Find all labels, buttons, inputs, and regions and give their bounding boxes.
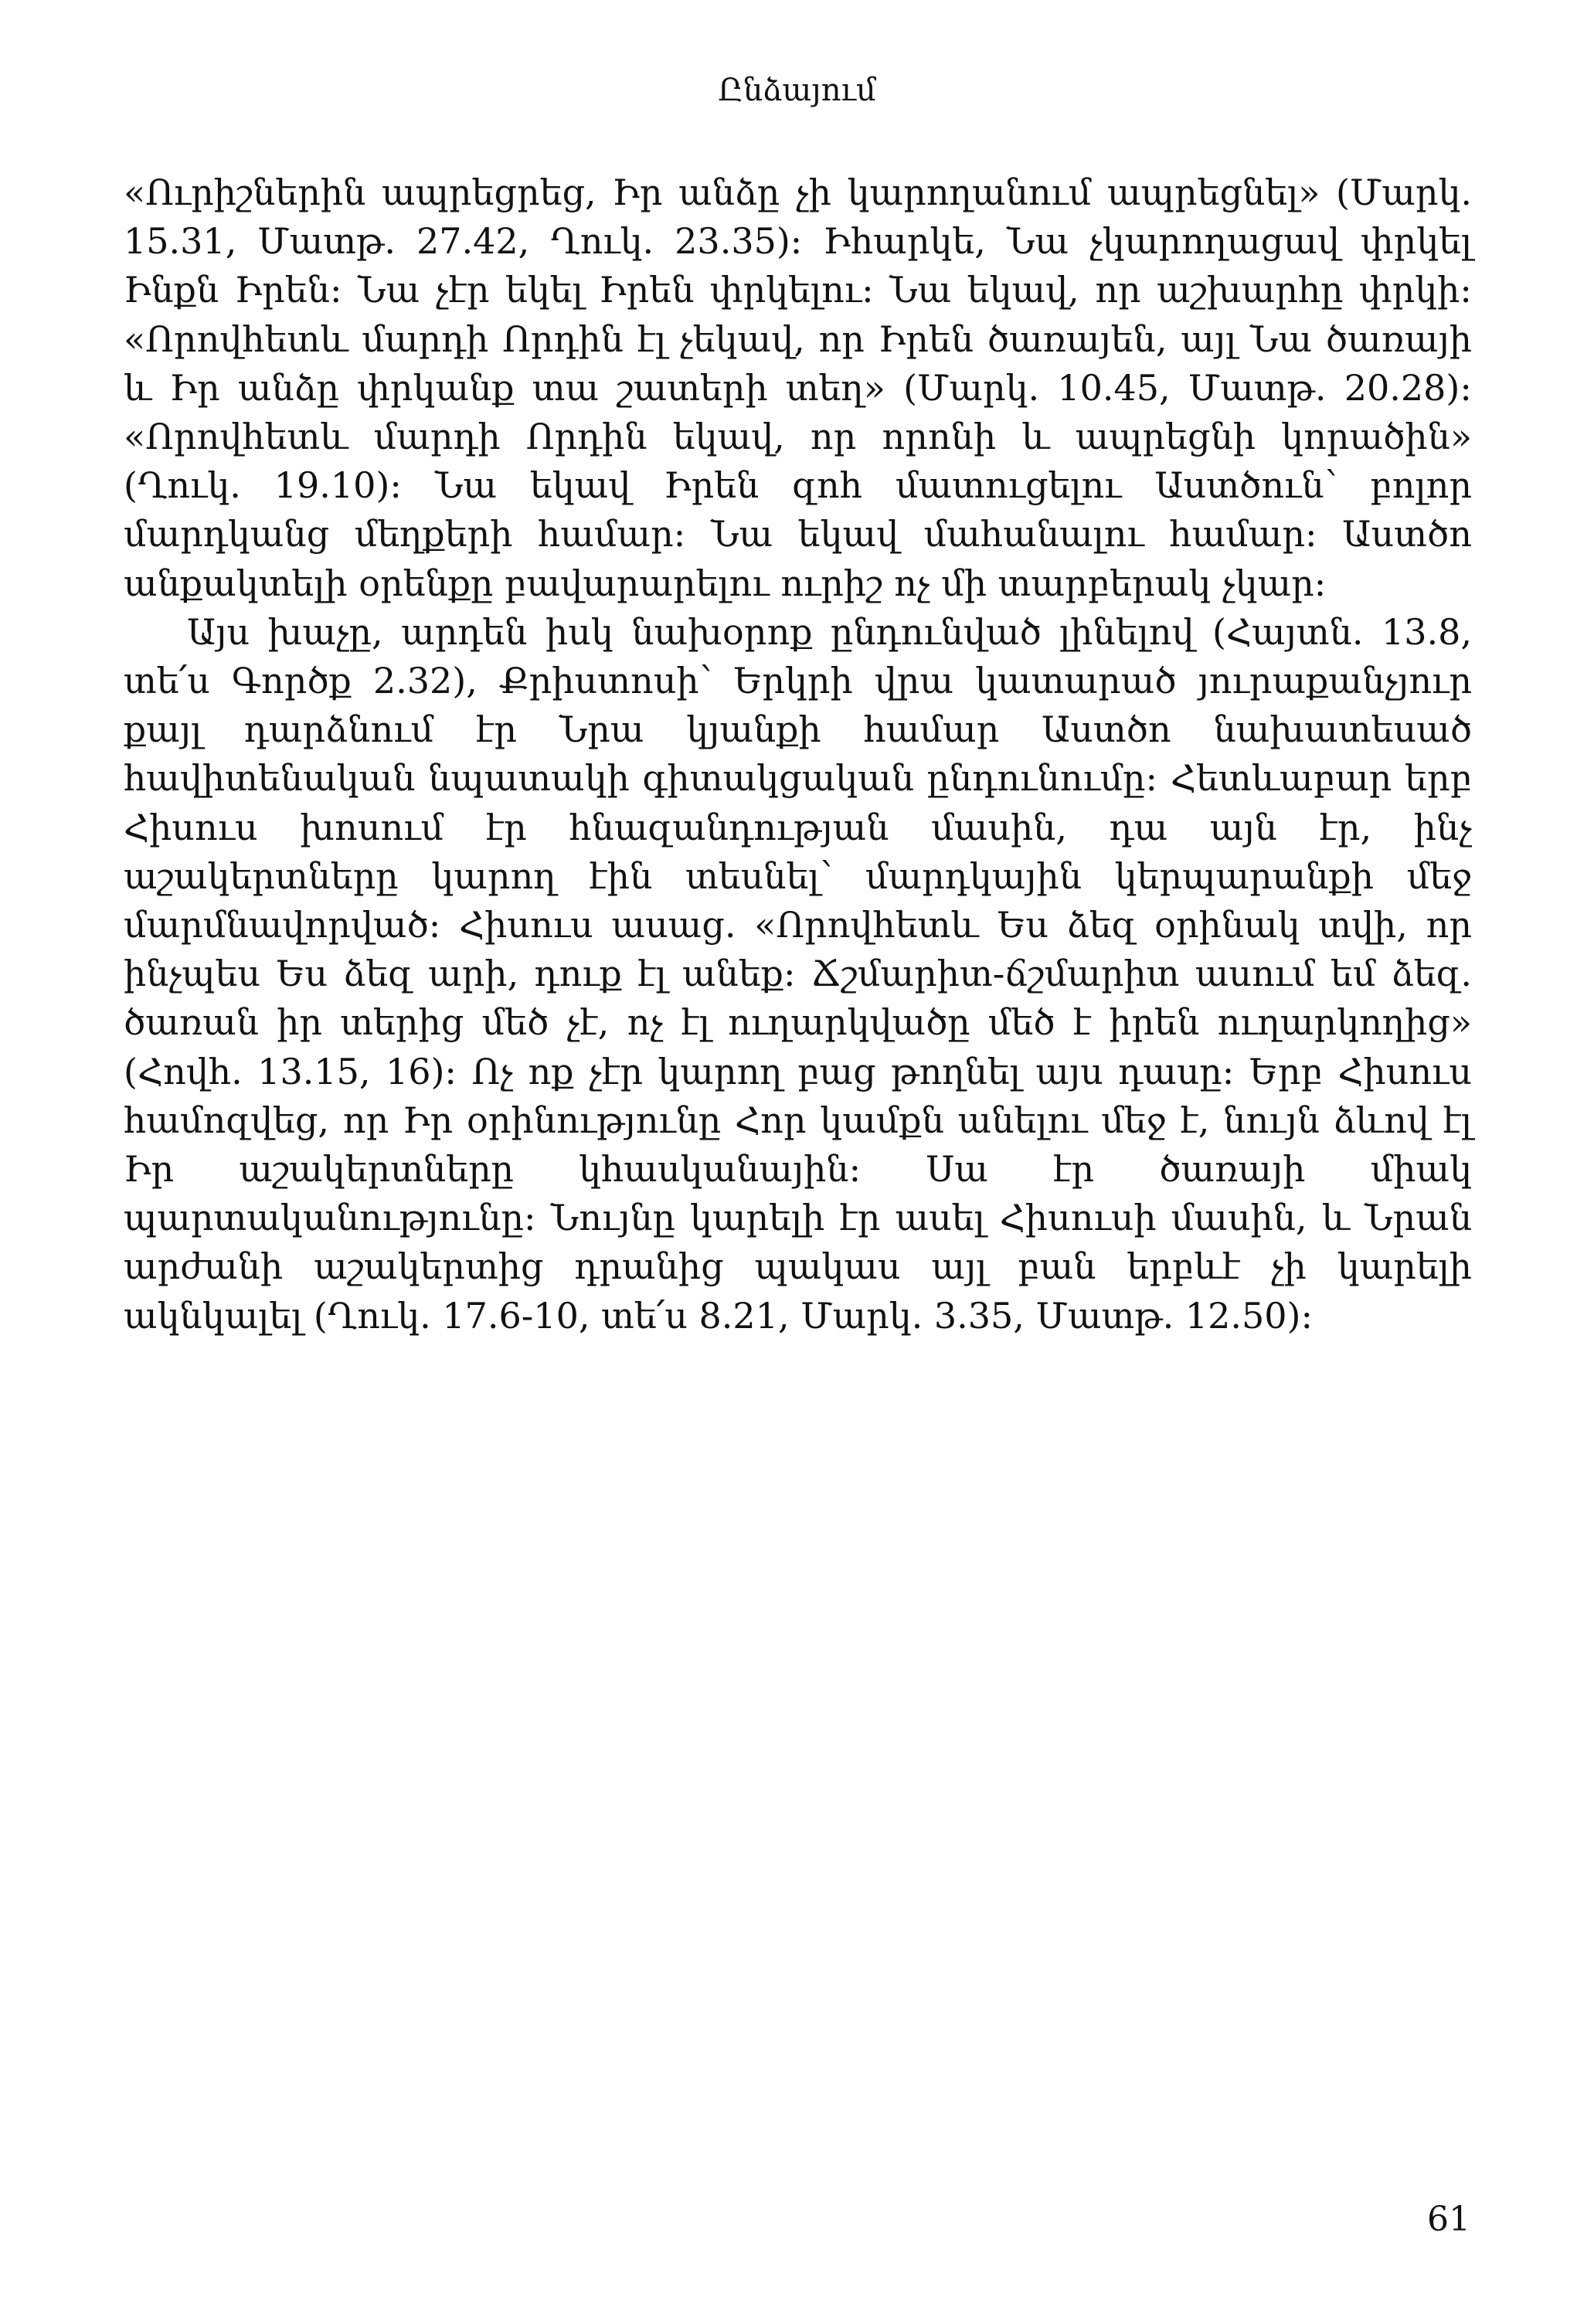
page-number: 61 — [1427, 2200, 1470, 2239]
text-body — [124, 168, 1472, 1340]
paragraph-2: Այս խաչը, արդեն իսկ նախօրոք ընդունված լինելով (Հայտն. 13.8, տե՛ս Գործք 2.32), Քրիստոսի՝ Երկրի վրա կատարած յուրաքանչյուր քայլ դարձնում էր Նրա կյանքի համար Աստծո նախատեսած հավիտենական նպատակի գիտակցական ընդունումը։ Հետևաբար երբ Հիսուս խոսում էր հնազանդության մասին, դա այն էր, ինչ աշակերտները կարող էին տեսնել՝ մարդկային կերպարանքի մեջ մարմնավորված։ Հիսուս ասաց. «Որովհետև Ես ձեզ օրինակ տվի, որ ինչպես Ես ձեզ արի, դուք էլ անեք։ Ճշմարիտ-ճշմարիտ ասում եմ ձեզ. ծառան իր տերից մեծ չէ, ոչ էլ ուղարկվածը մեծ է իրեն ուղարկողից» (Հովհ. 13.15, 16)։ Ոչ ոք չէր կարող բաց թողնել այս դասը։ Երբ Հիսուս համոզվեց, որ Իր օրինությունը Հոր կամքն անելու մեջ է, նույն ձևով էլ Իր աշակերտները կհասկանային։ Սա էր ծառայի միակ պարտականությունը։ Նույնը կարելի էր ասել Հիսուսի մասին, և Նրան արժանի աշակերտից դրանից պակաս այլ բան երբևէ չի կարելի ակնկալել (Ղուկ. 17.6-10, տե՛ս 8.21, Մարկ. 3.35, Մատթ. 12.50)։ — [124, 610, 1472, 1337]
running-header: Ընձայում — [718, 73, 876, 108]
paragraph-1: «Ուրիշներին ապրեցրեց, Իր անձը չի կարողանում ապրեցնել» (Մարկ. 15.31, Մատթ. 27.42, Ղուկ. 23.35)։ Իհարկե, Նա չկարողացավ փրկել Ինքն Իրեն։ Նա չէր եկել Իրեն փրկելու։ Նա եկավ, որ աշխարհը փրկի։ «Որովհետև մարդի Որդին էլ չեկավ, որ Իրեն ծառայեն, այլ Նա ծառայի և Իր անձը փրկանք տա շատերի տեղ» (Մարկ. 10.45, Մատթ. 20.28)։ «Որովհետև մարդի Որդին եկավ, որ որոնի և ապրեցնի կորածին» (Ղուկ. 19.10)։ Նա եկավ Իրեն զոհ մատուցելու Աստծուն՝ բոլոր մարդկանց մեղքերի համար։ Նա եկավ մահանալու համար։ Աստծո անքակտելի օրենքը բավարարելու ուրիշ ոչ մի տարբերակ չկար։ — [124, 172, 1472, 604]
